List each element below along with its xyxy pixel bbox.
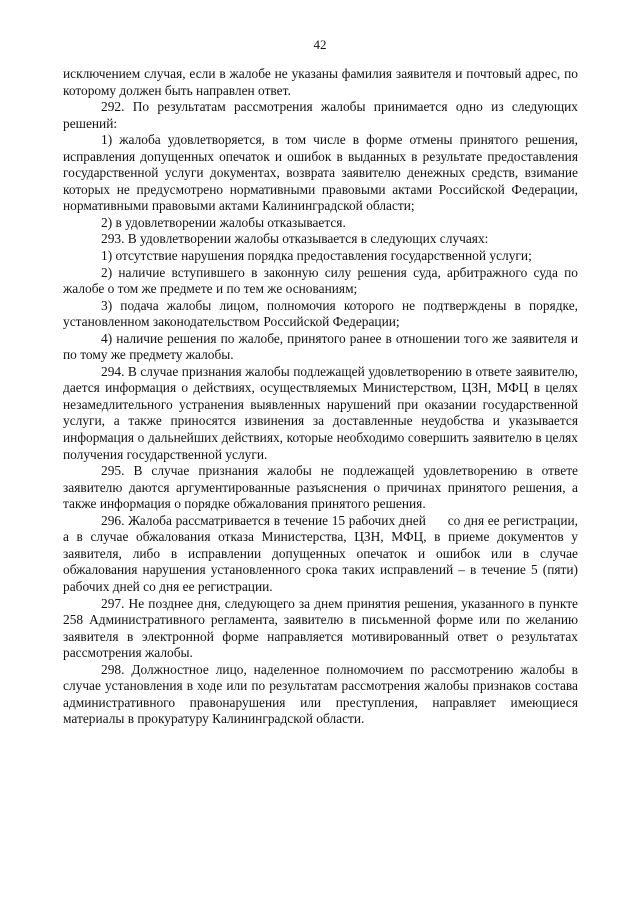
paragraph-292-item-2: 2) в удовлетворении жалобы отказывается. [101,214,346,230]
paragraph-292-item-1: 1) жалоба удовлетворяется, в том числе в форме отмены принятого решения, исправления допущенных опечаток и ошибок в выданных в результате предоставления государственной услуги документах, возврата заявителю денежных средств, взимание которых не предусмотрено нормативными правовыми актами Российской Федерации, нормативными правовыми актами Калининградской области; [63,132,578,214]
paragraph-292: 292. По результатам рассмотрения жалобы принимается одно из следующих решений: [63,99,578,131]
paragraph-294: 294. В случае признания жалобы подлежащей удовлетворению в ответе заявителю, дается информация о действиях, осуществляемых Министерством, ЦЗН, МФЦ в целях незамедлительного устранения выявленных нарушений при оказании государственной услуги, а также приносятся извинения за доставленные неудобства и указывается информация о дальнейших действиях, которые необходимо совершить заявителю в целях получения государственной услуги. [63,363,578,462]
paragraph-293-item-2: 2) наличие вступившего в законную силу решения суда, арбитражного суда по жалобе о том же предмете и по тем же основаниям; [63,264,578,297]
paragraph-293: 293. В удовлетворении жалобы отказывается в следующих случаях: [101,231,489,247]
paragraph-continuation: исключением случая, если в жалобе не указаны фамилия заявителя и почтовый адрес, по которому должен быть направлен ответ. [63,66,578,98]
paragraph-298: 298. Должностное лицо, наделенное полномочием по рассмотрению жалобы в случае установления в ходе или по результатам рассмотрения жалобы признаков состава административного правонарушения или преступления, направляет имеющиеся материалы в прокуратуру Калининградской области. [63,661,578,727]
paragraph-297: 297. Не позднее дня, следующего за днем принятия решения, указанного в пункте 258 Административного регламента, заявителю в письменной форме или по желанию заявителя в электронной форме направляется мотивированный ответ о результатах рассмотрения жалобы. [63,595,578,661]
page-number: 42 [313,37,327,52]
paragraph-293-item-1: 1) отсутствие нарушения порядка предоставления государственной услуги; [101,248,532,264]
paragraph-293-item-4: 4) наличие решения по жалобе, принятого ранее в отношении того же заявителя и по тому же предмету жалобы. [63,330,578,363]
paragraph-295: 295. В случае признания жалобы не подлежащей удовлетворению в ответе заявителю даются аргументированные разъяснения о причинах принятого решения, а также информация о порядке обжалования принятого решения. [63,463,578,512]
paragraph-293-item-3: 3) подача жалобы лицом, полномочия которого не подтверждены в порядке, установленном законодательством Российской Федерации; [63,297,578,330]
document-body [63,66,582,728]
paragraph-296: 296. Жалоба рассматривается в течение 15 рабочих дней со дня ее регистрации, а в случае обжалования отказа Министерства, ЦЗН, МФЦ, в приеме документов у заявителя, либо в исправлении допущенных опечаток и ошибок или в случае обжалования нарушения установленного срока таких исправлений – в течение 5 (пяти) рабочих дней со дня ее регистрации. [63,512,582,594]
